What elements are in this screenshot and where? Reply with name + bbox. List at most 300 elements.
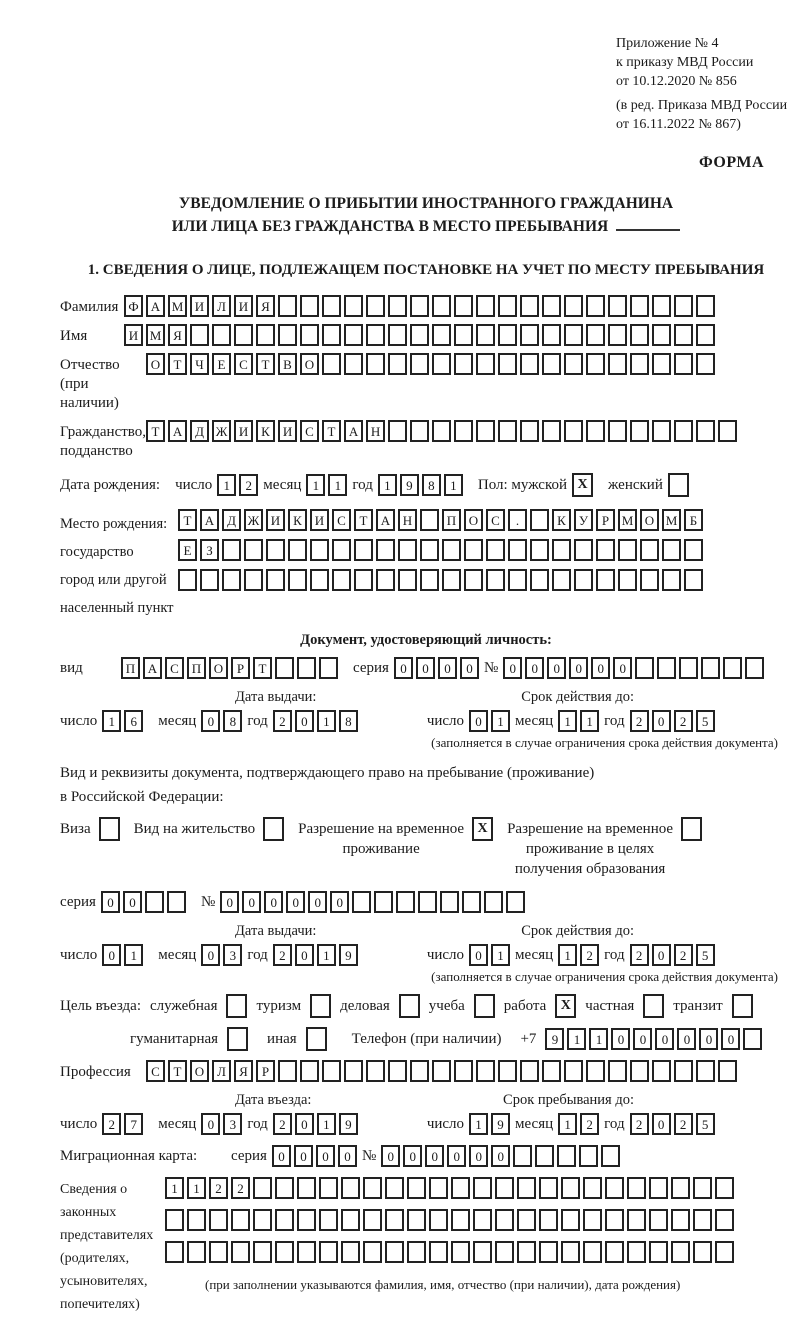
- form-cell[interactable]: [520, 353, 539, 375]
- form-cell[interactable]: [319, 1209, 338, 1231]
- form-cell[interactable]: 1: [378, 474, 397, 496]
- form-cell[interactable]: [376, 569, 395, 591]
- form-cell[interactable]: [586, 420, 605, 442]
- purpose-official-checkbox[interactable]: [226, 994, 247, 1018]
- form-cell[interactable]: 8: [339, 710, 358, 732]
- purpose-work-checkbox[interactable]: X: [555, 994, 576, 1018]
- purpose-business-checkbox[interactable]: [399, 994, 420, 1018]
- form-cell[interactable]: И: [310, 509, 329, 531]
- form-cell[interactable]: 1: [102, 710, 121, 732]
- form-cell[interactable]: [432, 1060, 451, 1082]
- form-cell[interactable]: [484, 891, 503, 913]
- form-cell[interactable]: [473, 1209, 492, 1231]
- form-cell[interactable]: [696, 1060, 715, 1082]
- form-cell[interactable]: [506, 891, 525, 913]
- form-cell[interactable]: 0: [102, 944, 121, 966]
- form-cell[interactable]: Т: [354, 509, 373, 531]
- form-cell[interactable]: 0: [294, 1145, 313, 1167]
- form-cell[interactable]: 1: [491, 710, 510, 732]
- form-cell[interactable]: 0: [613, 657, 632, 679]
- form-cell[interactable]: [344, 1060, 363, 1082]
- form-cell[interactable]: 0: [699, 1028, 718, 1050]
- form-cell[interactable]: [652, 420, 671, 442]
- form-cell[interactable]: [586, 295, 605, 317]
- form-cell[interactable]: [429, 1241, 448, 1263]
- form-cell[interactable]: 3: [223, 944, 242, 966]
- form-cell[interactable]: [187, 1241, 206, 1263]
- form-cell[interactable]: 0: [525, 657, 544, 679]
- form-cell[interactable]: 0: [469, 710, 488, 732]
- form-cell[interactable]: 0: [123, 891, 142, 913]
- form-cell[interactable]: [608, 324, 627, 346]
- form-cell[interactable]: 0: [330, 891, 349, 913]
- form-cell[interactable]: [574, 539, 593, 561]
- form-cell[interactable]: [530, 509, 549, 531]
- form-cell[interactable]: [596, 569, 615, 591]
- form-cell[interactable]: [297, 1177, 316, 1199]
- form-cell[interactable]: [187, 1209, 206, 1231]
- form-cell[interactable]: [432, 295, 451, 317]
- form-cell[interactable]: [385, 1241, 404, 1263]
- form-cell[interactable]: [322, 1060, 341, 1082]
- form-cell[interactable]: 2: [580, 944, 599, 966]
- form-cell[interactable]: [495, 1177, 514, 1199]
- form-cell[interactable]: [652, 353, 671, 375]
- form-cell[interactable]: [253, 1177, 272, 1199]
- form-cell[interactable]: [679, 657, 698, 679]
- form-cell[interactable]: [539, 1209, 558, 1231]
- form-cell[interactable]: [473, 1241, 492, 1263]
- form-cell[interactable]: 9: [545, 1028, 564, 1050]
- form-cell[interactable]: [635, 657, 654, 679]
- form-cell[interactable]: [508, 539, 527, 561]
- form-cell[interactable]: [420, 569, 439, 591]
- form-cell[interactable]: [608, 420, 627, 442]
- purpose-tourism-checkbox[interactable]: [310, 994, 331, 1018]
- form-cell[interactable]: 0: [286, 891, 305, 913]
- form-cell[interactable]: [319, 1241, 338, 1263]
- form-cell[interactable]: 0: [460, 657, 479, 679]
- form-cell[interactable]: [300, 295, 319, 317]
- form-cell[interactable]: [222, 539, 241, 561]
- form-cell[interactable]: [407, 1241, 426, 1263]
- form-cell[interactable]: С: [234, 353, 253, 375]
- form-cell[interactable]: [586, 1060, 605, 1082]
- form-cell[interactable]: [498, 295, 517, 317]
- form-cell[interactable]: [530, 539, 549, 561]
- form-cell[interactable]: [275, 1241, 294, 1263]
- form-cell[interactable]: [583, 1177, 602, 1199]
- purpose-study-checkbox[interactable]: [474, 994, 495, 1018]
- purpose-private-checkbox[interactable]: [643, 994, 664, 1018]
- form-cell[interactable]: Ч: [190, 353, 209, 375]
- form-cell[interactable]: [743, 1028, 762, 1050]
- form-cell[interactable]: [178, 569, 197, 591]
- male-checkbox[interactable]: X: [572, 473, 593, 497]
- form-cell[interactable]: 1: [444, 474, 463, 496]
- form-cell[interactable]: 0: [652, 944, 671, 966]
- form-cell[interactable]: 2: [102, 1113, 121, 1135]
- form-cell[interactable]: О: [464, 509, 483, 531]
- form-cell[interactable]: Л: [212, 1060, 231, 1082]
- form-cell[interactable]: 0: [591, 657, 610, 679]
- form-cell[interactable]: [476, 1060, 495, 1082]
- form-cell[interactable]: 0: [677, 1028, 696, 1050]
- form-cell[interactable]: [715, 1241, 734, 1263]
- form-cell[interactable]: Т: [168, 353, 187, 375]
- form-cell[interactable]: [440, 891, 459, 913]
- form-cell[interactable]: 0: [438, 657, 457, 679]
- form-cell[interactable]: [420, 539, 439, 561]
- form-cell[interactable]: [649, 1177, 668, 1199]
- form-cell[interactable]: 7: [124, 1113, 143, 1135]
- form-cell[interactable]: [288, 569, 307, 591]
- form-cell[interactable]: 8: [422, 474, 441, 496]
- form-cell[interactable]: Р: [231, 657, 250, 679]
- form-cell[interactable]: 1: [306, 474, 325, 496]
- form-cell[interactable]: И: [124, 324, 143, 346]
- form-cell[interactable]: [608, 353, 627, 375]
- form-cell[interactable]: А: [168, 420, 187, 442]
- form-cell[interactable]: [244, 539, 263, 561]
- female-checkbox[interactable]: [668, 473, 689, 497]
- form-cell[interactable]: [341, 1177, 360, 1199]
- form-cell[interactable]: [627, 1177, 646, 1199]
- form-cell[interactable]: [627, 1209, 646, 1231]
- form-cell[interactable]: Д: [222, 509, 241, 531]
- form-cell[interactable]: 2: [674, 944, 693, 966]
- form-cell[interactable]: С: [300, 420, 319, 442]
- form-cell[interactable]: [684, 539, 703, 561]
- form-cell[interactable]: [407, 1209, 426, 1231]
- form-cell[interactable]: И: [234, 295, 253, 317]
- form-cell[interactable]: [398, 569, 417, 591]
- form-cell[interactable]: 1: [558, 1113, 577, 1135]
- form-cell[interactable]: Р: [256, 1060, 275, 1082]
- form-cell[interactable]: [535, 1145, 554, 1167]
- form-cell[interactable]: Д: [190, 420, 209, 442]
- form-cell[interactable]: 0: [338, 1145, 357, 1167]
- form-cell[interactable]: 1: [317, 710, 336, 732]
- form-cell[interactable]: [662, 569, 681, 591]
- form-cell[interactable]: [605, 1209, 624, 1231]
- form-cell[interactable]: [451, 1209, 470, 1231]
- form-cell[interactable]: 1: [491, 944, 510, 966]
- form-cell[interactable]: [520, 324, 539, 346]
- form-cell[interactable]: [322, 353, 341, 375]
- form-cell[interactable]: [388, 295, 407, 317]
- form-cell[interactable]: [476, 353, 495, 375]
- form-cell[interactable]: [630, 1060, 649, 1082]
- form-cell[interactable]: [231, 1209, 250, 1231]
- form-cell[interactable]: С: [486, 509, 505, 531]
- form-cell[interactable]: [310, 539, 329, 561]
- form-cell[interactable]: [418, 891, 437, 913]
- form-cell[interactable]: 0: [491, 1145, 510, 1167]
- form-cell[interactable]: И: [278, 420, 297, 442]
- form-cell[interactable]: [718, 1060, 737, 1082]
- form-cell[interactable]: 1: [165, 1177, 184, 1199]
- form-cell[interactable]: [561, 1209, 580, 1231]
- form-cell[interactable]: [432, 420, 451, 442]
- form-cell[interactable]: 0: [316, 1145, 335, 1167]
- form-cell[interactable]: [454, 295, 473, 317]
- form-cell[interactable]: [300, 1060, 319, 1082]
- form-cell[interactable]: 0: [503, 657, 522, 679]
- form-cell[interactable]: Т: [322, 420, 341, 442]
- form-cell[interactable]: 0: [272, 1145, 291, 1167]
- form-cell[interactable]: [586, 324, 605, 346]
- form-cell[interactable]: Н: [366, 420, 385, 442]
- form-cell[interactable]: 3: [223, 1113, 242, 1135]
- form-cell[interactable]: 0: [201, 944, 220, 966]
- form-cell[interactable]: [300, 324, 319, 346]
- form-cell[interactable]: [715, 1177, 734, 1199]
- form-cell[interactable]: [209, 1241, 228, 1263]
- form-cell[interactable]: 0: [547, 657, 566, 679]
- form-cell[interactable]: [486, 569, 505, 591]
- form-cell[interactable]: 2: [231, 1177, 250, 1199]
- form-cell[interactable]: [288, 539, 307, 561]
- form-cell[interactable]: [454, 1060, 473, 1082]
- form-cell[interactable]: 0: [295, 1113, 314, 1135]
- form-cell[interactable]: [374, 891, 393, 913]
- form-cell[interactable]: [476, 420, 495, 442]
- form-cell[interactable]: Л: [212, 295, 231, 317]
- form-cell[interactable]: [674, 324, 693, 346]
- form-cell[interactable]: [696, 324, 715, 346]
- form-cell[interactable]: [366, 324, 385, 346]
- form-cell[interactable]: [601, 1145, 620, 1167]
- form-cell[interactable]: [341, 1241, 360, 1263]
- form-cell[interactable]: .: [508, 509, 527, 531]
- form-cell[interactable]: [464, 569, 483, 591]
- form-cell[interactable]: [407, 1177, 426, 1199]
- form-cell[interactable]: [410, 353, 429, 375]
- form-cell[interactable]: [476, 295, 495, 317]
- form-cell[interactable]: [684, 569, 703, 591]
- form-cell[interactable]: [583, 1241, 602, 1263]
- form-cell[interactable]: [473, 1177, 492, 1199]
- form-cell[interactable]: 5: [696, 1113, 715, 1135]
- form-cell[interactable]: А: [376, 509, 395, 531]
- form-cell[interactable]: [354, 539, 373, 561]
- form-cell[interactable]: 1: [589, 1028, 608, 1050]
- form-cell[interactable]: [552, 539, 571, 561]
- form-cell[interactable]: [662, 539, 681, 561]
- form-cell[interactable]: [253, 1209, 272, 1231]
- form-cell[interactable]: К: [552, 509, 571, 531]
- form-cell[interactable]: [674, 295, 693, 317]
- form-cell[interactable]: [517, 1241, 536, 1263]
- form-cell[interactable]: [429, 1177, 448, 1199]
- form-cell[interactable]: [674, 1060, 693, 1082]
- form-cell[interactable]: Я: [256, 295, 275, 317]
- form-cell[interactable]: 1: [558, 944, 577, 966]
- form-cell[interactable]: [464, 539, 483, 561]
- form-cell[interactable]: 2: [580, 1113, 599, 1135]
- form-cell[interactable]: 9: [339, 944, 358, 966]
- form-cell[interactable]: 0: [633, 1028, 652, 1050]
- form-cell[interactable]: [745, 657, 764, 679]
- form-cell[interactable]: [366, 1060, 385, 1082]
- form-cell[interactable]: 0: [469, 1145, 488, 1167]
- form-cell[interactable]: 1: [558, 710, 577, 732]
- form-cell[interactable]: 0: [469, 944, 488, 966]
- form-cell[interactable]: Т: [253, 657, 272, 679]
- form-cell[interactable]: 0: [652, 1113, 671, 1135]
- form-cell[interactable]: [649, 1209, 668, 1231]
- form-cell[interactable]: Я: [234, 1060, 253, 1082]
- form-cell[interactable]: [608, 1060, 627, 1082]
- form-cell[interactable]: [200, 569, 219, 591]
- form-cell[interactable]: [542, 420, 561, 442]
- form-cell[interactable]: И: [234, 420, 253, 442]
- form-cell[interactable]: [385, 1177, 404, 1199]
- form-cell[interactable]: [630, 353, 649, 375]
- form-cell[interactable]: А: [344, 420, 363, 442]
- form-cell[interactable]: Я: [168, 324, 187, 346]
- form-cell[interactable]: [498, 353, 517, 375]
- form-cell[interactable]: [388, 324, 407, 346]
- form-cell[interactable]: [517, 1209, 536, 1231]
- form-cell[interactable]: 2: [630, 944, 649, 966]
- form-cell[interactable]: [190, 324, 209, 346]
- form-cell[interactable]: [618, 569, 637, 591]
- form-cell[interactable]: 2: [630, 1113, 649, 1135]
- form-cell[interactable]: [209, 1209, 228, 1231]
- form-cell[interactable]: 6: [124, 710, 143, 732]
- form-cell[interactable]: 0: [295, 710, 314, 732]
- form-cell[interactable]: О: [209, 657, 228, 679]
- form-cell[interactable]: 9: [339, 1113, 358, 1135]
- form-cell[interactable]: М: [662, 509, 681, 531]
- form-cell[interactable]: [432, 324, 451, 346]
- form-cell[interactable]: [363, 1177, 382, 1199]
- form-cell[interactable]: [696, 295, 715, 317]
- form-cell[interactable]: [542, 353, 561, 375]
- form-cell[interactable]: [451, 1177, 470, 1199]
- form-cell[interactable]: [640, 569, 659, 591]
- form-cell[interactable]: [520, 420, 539, 442]
- form-cell[interactable]: [552, 569, 571, 591]
- form-cell[interactable]: 1: [469, 1113, 488, 1135]
- form-cell[interactable]: [332, 569, 351, 591]
- form-cell[interactable]: [319, 1177, 338, 1199]
- visa-checkbox[interactable]: [99, 817, 120, 841]
- form-cell[interactable]: [275, 1177, 294, 1199]
- form-cell[interactable]: З: [200, 539, 219, 561]
- form-cell[interactable]: [605, 1177, 624, 1199]
- form-cell[interactable]: [723, 657, 742, 679]
- form-cell[interactable]: 1: [580, 710, 599, 732]
- form-cell[interactable]: Е: [212, 353, 231, 375]
- form-cell[interactable]: О: [640, 509, 659, 531]
- form-cell[interactable]: [608, 295, 627, 317]
- form-cell[interactable]: [442, 539, 461, 561]
- form-cell[interactable]: 8: [223, 710, 242, 732]
- form-cell[interactable]: [429, 1209, 448, 1231]
- form-cell[interactable]: [344, 295, 363, 317]
- form-cell[interactable]: [508, 569, 527, 591]
- form-cell[interactable]: [649, 1241, 668, 1263]
- form-cell[interactable]: И: [190, 295, 209, 317]
- form-cell[interactable]: [652, 1060, 671, 1082]
- form-cell[interactable]: [366, 353, 385, 375]
- form-cell[interactable]: О: [300, 353, 319, 375]
- form-cell[interactable]: [354, 569, 373, 591]
- form-cell[interactable]: [310, 569, 329, 591]
- form-cell[interactable]: [542, 324, 561, 346]
- form-cell[interactable]: 0: [569, 657, 588, 679]
- form-cell[interactable]: [557, 1145, 576, 1167]
- form-cell[interactable]: [564, 353, 583, 375]
- form-cell[interactable]: И: [266, 509, 285, 531]
- form-cell[interactable]: 0: [652, 710, 671, 732]
- form-cell[interactable]: [586, 353, 605, 375]
- form-cell[interactable]: [693, 1209, 712, 1231]
- form-cell[interactable]: [630, 420, 649, 442]
- form-cell[interactable]: [630, 324, 649, 346]
- form-cell[interactable]: 5: [696, 944, 715, 966]
- form-cell[interactable]: 0: [295, 944, 314, 966]
- form-cell[interactable]: [253, 1241, 272, 1263]
- form-cell[interactable]: [266, 539, 285, 561]
- form-cell[interactable]: [640, 539, 659, 561]
- form-cell[interactable]: [513, 1145, 532, 1167]
- temp-residence-education-checkbox[interactable]: [681, 817, 702, 841]
- form-cell[interactable]: [297, 1209, 316, 1231]
- form-cell[interactable]: [432, 353, 451, 375]
- form-cell[interactable]: [344, 324, 363, 346]
- form-cell[interactable]: [256, 324, 275, 346]
- form-cell[interactable]: [410, 295, 429, 317]
- form-cell[interactable]: 0: [611, 1028, 630, 1050]
- form-cell[interactable]: [583, 1209, 602, 1231]
- form-cell[interactable]: [498, 420, 517, 442]
- form-cell[interactable]: [278, 324, 297, 346]
- form-cell[interactable]: 0: [264, 891, 283, 913]
- form-cell[interactable]: [376, 539, 395, 561]
- form-cell[interactable]: Е: [178, 539, 197, 561]
- form-cell[interactable]: [451, 1241, 470, 1263]
- form-cell[interactable]: Т: [256, 353, 275, 375]
- form-cell[interactable]: О: [190, 1060, 209, 1082]
- purpose-other-checkbox[interactable]: [306, 1027, 327, 1051]
- form-cell[interactable]: 5: [696, 710, 715, 732]
- form-cell[interactable]: [693, 1177, 712, 1199]
- form-cell[interactable]: 0: [403, 1145, 422, 1167]
- form-cell[interactable]: С: [146, 1060, 165, 1082]
- form-cell[interactable]: [297, 1241, 316, 1263]
- form-cell[interactable]: [332, 539, 351, 561]
- form-cell[interactable]: [486, 539, 505, 561]
- form-cell[interactable]: 1: [124, 944, 143, 966]
- form-cell[interactable]: [212, 324, 231, 346]
- form-cell[interactable]: [530, 569, 549, 591]
- form-cell[interactable]: 0: [201, 710, 220, 732]
- form-cell[interactable]: [388, 353, 407, 375]
- form-cell[interactable]: [396, 891, 415, 913]
- form-cell[interactable]: А: [143, 657, 162, 679]
- form-cell[interactable]: К: [288, 509, 307, 531]
- form-cell[interactable]: [498, 324, 517, 346]
- form-cell[interactable]: С: [165, 657, 184, 679]
- form-cell[interactable]: [696, 353, 715, 375]
- form-cell[interactable]: 0: [242, 891, 261, 913]
- form-cell[interactable]: П: [121, 657, 140, 679]
- form-cell[interactable]: 0: [381, 1145, 400, 1167]
